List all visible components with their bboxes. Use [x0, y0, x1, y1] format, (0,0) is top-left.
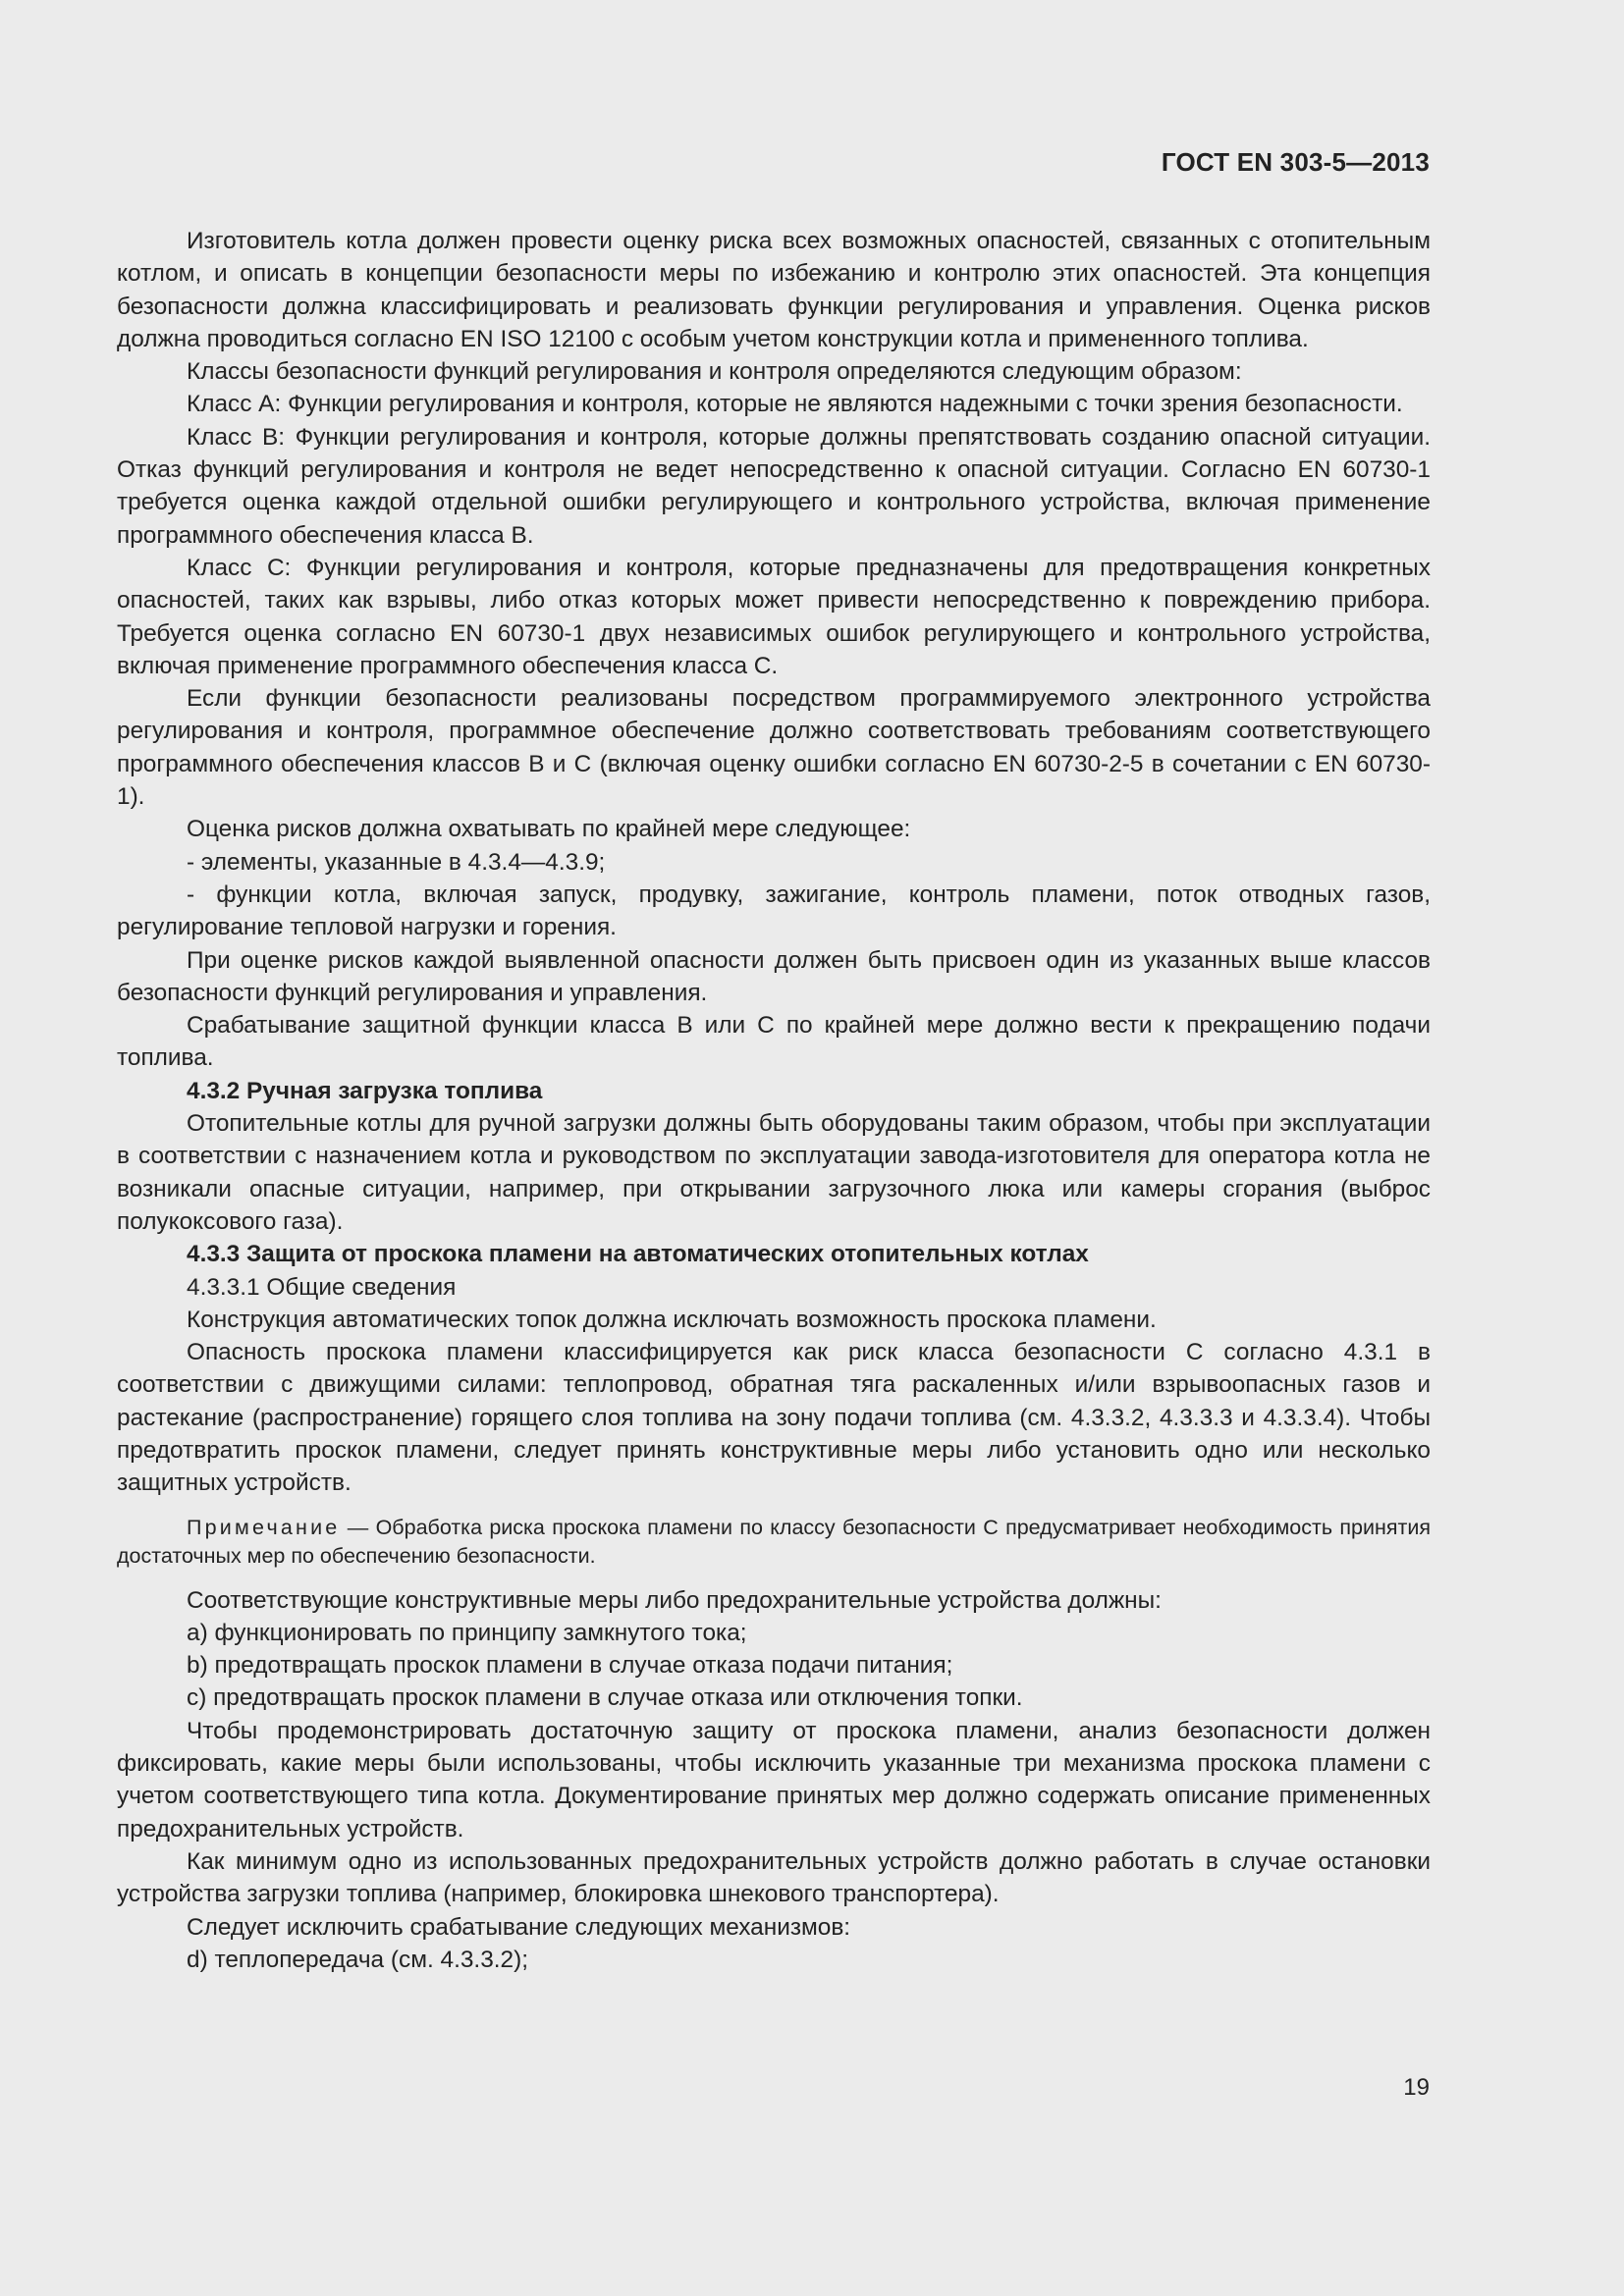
paragraph: Чтобы продемонстрировать достаточную защиту от проскока пламени, анализ безопасности должен фиксировать, какие меры были использованы, чтобы исключить указанные три механизма проскока пламени с учетом соответствующего типа котла. Документирование принятых мер должно содержать описание примененных предохранительных устройств. — [117, 1717, 1431, 1842]
paragraph: При оценке рисков каждой выявленной опасности должен быть присвоен один из указанных выше классов безопасности функций регулирования и управления. — [117, 946, 1431, 1006]
subsection-heading-4-3-3-1: 4.3.3.1 Общие сведения — [187, 1273, 457, 1301]
paragraph: Как минимум одно из использованных предохранительных устройств должно работать в случае остановки устройства загрузки топлива (например, блокировка шнекового транспортера). — [117, 1847, 1431, 1908]
list-item-b: b) предотвращать проскок пламени в случае отказа подачи питания; — [187, 1652, 953, 1680]
list-item-d: d) теплопередача (см. 4.3.3.2); — [187, 1946, 529, 1973]
note-label: Примечание — [187, 1515, 341, 1539]
note-text: — Обработка риска проскока пламени по классу безопасности С предусматривает необходимость принятия достаточных мер по обеспечению безопасности. — [117, 1515, 1431, 1568]
paragraph-class-c: Класс С: Функции регулирования и контроля, которые предназначены для предотвращения конкретных опасностей, таких как взрывы, либо отказ которых может привести непосредственно к повреждению прибора. Требуется оценка согласно EN 60730-1 двух независимых ошибок регулирующего и контрольного устройства, включая применение программного обеспечения класса С. — [117, 554, 1431, 679]
paragraph-class-b: Класс В: Функции регулирования и контроля, которые должны препятствовать созданию опасной ситуации. Отказ функций регулирования и контроля не ведет непосредственно к опасной ситуации. Согласно EN 60730-1 требуется оценка каждой отдельной ошибки регулирующего и контрольного устройства, включая применение программного обеспечения класса В. — [117, 423, 1431, 549]
standard-designation: ГОСТ EN 303-5—2013 — [1161, 147, 1430, 177]
list-item-c: c) предотвращать проскок пламени в случае отказа или отключения топки. — [187, 1684, 1023, 1712]
list-item: - элементы, указанные в 4.3.4—4.3.9; — [187, 848, 606, 876]
paragraph: Изготовитель котла должен провести оценку риска всех возможных опасностей, связанных с отопительным котлом, и описать в концепции безопасности меры по избежанию и контролю этих опасностей. Эта концепция безопасности должна классифицировать и реализовать функции регулирования и управления. Оценка рисков должна проводиться согласно EN ISO 12100 с особым учетом конструкции котла и примененного топлива. — [117, 228, 1431, 352]
section-heading-4-3-2: 4.3.2 Ручная загрузка топлива — [187, 1077, 543, 1104]
note — [117, 1514, 1431, 1571]
page-number: 19 — [1403, 2074, 1430, 2101]
section-heading-4-3-3: 4.3.3 Защита от проскока пламени на автоматических отопительных котлах — [187, 1241, 1089, 1268]
paragraph: Оценка рисков должна охватывать по крайней мере следующее: — [187, 816, 911, 843]
paragraph: Срабатывание защитной функции класса В или С по крайней мере должно вести к прекращению подачи топлива. — [117, 1012, 1431, 1072]
paragraph: Следует исключить срабатывание следующих механизмов: — [187, 1913, 851, 1941]
paragraph: Классы безопасности функций регулирования и контроля определяются следующим образом: — [187, 358, 1242, 386]
paragraph: Соответствующие конструктивные меры либо предохранительные устройства должны: — [187, 1586, 1162, 1614]
paragraph: Опасность проскока пламени классифицируется как риск класса безопасности С согласно 4.3.1 в соответствии с движущими силами: теплопровод, обратная тяга раскаленных и/или взрывоопасных газов и растекание (распространение) горящего слоя топлива на зону подачи топлива (см. 4.3.3.2, 4.3.3.3 и 4.3.3.4). Чтобы предотвратить проскок пламени, следует принять конструктивные меры либо установить одно или несколько защитных устройств. — [117, 1339, 1431, 1497]
paragraph: Конструкция автоматических топок должна исключать возможность проскока пламени. — [187, 1306, 1157, 1333]
paragraph: Отопительные котлы для ручной загрузки должны быть оборудованы таким образом, чтобы при эксплуатации в соответствии с назначением котла и руководством по эксплуатации завода-изготовителя для оператора котла не возникали опасные ситуации, например, при открывании загрузочного люка или камеры сгорания (выброс полукоксового газа). — [117, 1110, 1431, 1235]
list-item: - функции котла, включая запуск, продувку, зажигание, контроль пламени, поток отводных газов, регулирование тепловой нагрузки и горения. — [117, 881, 1431, 941]
document-body — [117, 225, 1431, 1976]
paragraph-class-a: Класс А: Функции регулирования и контроля, которые не являются надежными с точки зрения безопасности. — [187, 391, 1403, 418]
paragraph: Если функции безопасности реализованы посредством программируемого электронного устройства регулирования и контроля, программное обеспечение должно соответствовать требованиям соответствующего программного обеспечения классов В и С (включая оценку ошибки согласно EN 60730-2-5 в сочетании с EN 60730-1). — [117, 685, 1431, 811]
list-item-a: a) функционировать по принципу замкнутого тока; — [187, 1619, 747, 1646]
